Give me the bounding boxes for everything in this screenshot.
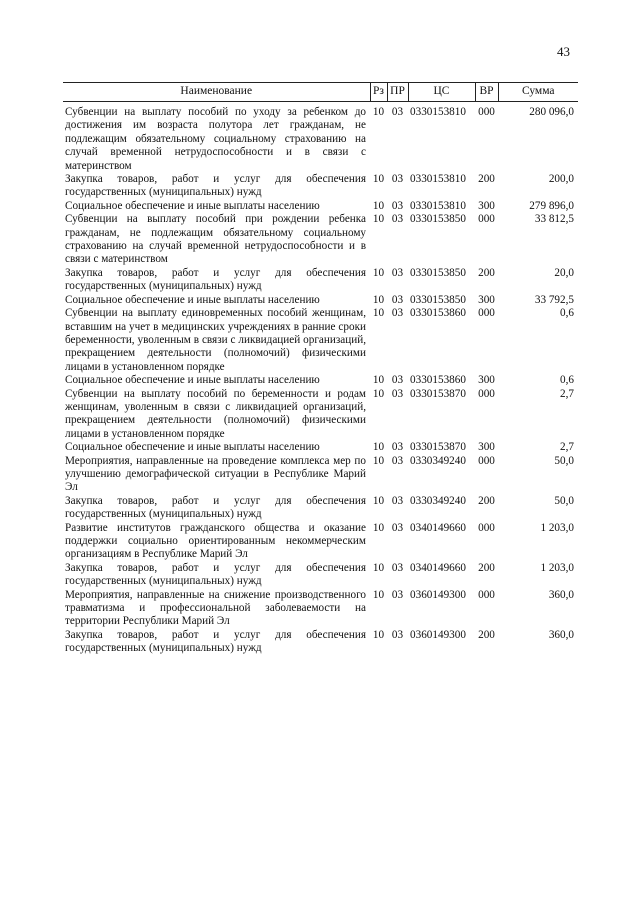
row-vr: 200 [478,628,495,641]
table-row [63,374,578,387]
row-rz: 10 [372,588,385,601]
row-sum: 280 096,0 [529,106,574,118]
table-row [63,495,578,522]
row-sum: 360,0 [548,628,574,641]
row-vr: 300 [478,293,495,306]
row-vr: 000 [478,454,495,467]
row-pr: 03 [391,387,404,400]
row-name: Социальное обеспечение и иные выплаты населению [65,293,320,306]
row-rz: 10 [372,454,385,467]
row-name: Субвенции на выплату пособий по беременности и родам женщинам, уволенным в связи с ликвидацией организаций, прекращением деятельности (полномочий) физическими лицами в установленном порядке [65,387,366,440]
table-row [63,388,578,442]
header-name: Наименование [63,83,370,102]
table-row [63,589,578,629]
row-cs: 0330153850 [410,293,466,306]
row-vr: 200 [478,173,495,186]
row-name: Развитие институтов гражданского общества и оказание поддержки социально ориентированным некоммерческим организациям в Республике Марий Эл [65,521,366,561]
row-pr: 03 [391,588,404,601]
row-name: Субвенции на выплату пособий при рождении ребенка гражданам, не подлежащим обязательному социальному страхованию на случай временной нетрудоспособности и в связи с материнством [65,213,366,266]
row-vr: 300 [478,199,495,212]
row-pr: 03 [391,374,404,387]
table-row [63,562,578,589]
table-row [63,629,578,656]
row-cs: 0340149660 [410,521,466,534]
row-name: Закупка товаров, работ и услуг для обеспечения государственных (муниципальных) нужд [65,561,366,588]
row-pr: 03 [391,307,404,320]
header-sum: Сумма [498,83,578,102]
row-pr: 03 [391,521,404,534]
row-name: Мероприятия, направленные на снижение производственного травматизма и профессиональной заболеваемости на территории Республики Марий Эл [65,588,366,628]
row-sum: 33 792,5 [534,293,574,306]
row-pr: 03 [391,628,404,641]
table-row [63,213,578,267]
row-sum: 0,6 [560,307,574,320]
row-vr: 000 [478,521,495,534]
row-pr: 03 [391,213,404,226]
row-vr: 000 [478,213,495,226]
row-sum: 1 203,0 [540,521,574,534]
header-vr: ВР [475,83,498,102]
row-name: Социальное обеспечение и иные выплаты населению [65,441,320,454]
row-sum: 33 812,5 [534,213,574,226]
row-name: Закупка товаров, работ и услуг для обеспечения государственных (муниципальных) нужд [65,266,366,293]
table-row [63,173,578,200]
row-name: Субвенции на выплату единовременных пособий женщинам, вставшим на учет в медицинских учреждениях в ранние сроки беременности, уволенным в связи с ликвидацией организаций, прекращением деятельности (полномочий) физическими лицами в установленном порядке [65,307,366,373]
row-cs: 0360149300 [410,588,466,601]
table-row [63,294,578,307]
row-cs: 0330349240 [410,454,466,467]
row-rz: 10 [372,293,385,306]
row-sum: 2,7 [560,387,574,400]
row-pr: 03 [391,441,404,454]
row-rz: 10 [372,521,385,534]
table-row [63,200,578,213]
table-row [63,307,578,374]
row-pr: 03 [391,561,404,574]
row-vr: 000 [478,588,495,601]
row-pr: 03 [391,293,404,306]
row-vr: 300 [478,441,495,454]
row-pr: 03 [391,454,404,467]
row-sum: 200,0 [548,173,574,186]
header-pr: ПР [387,83,408,102]
table-row [63,102,578,174]
row-vr: 200 [478,561,495,574]
row-cs: 0330153870 [410,387,466,400]
row-pr: 03 [391,173,404,186]
row-cs: 0330349240 [410,494,466,507]
table-row [63,455,578,495]
row-vr: 300 [478,374,495,387]
row-vr: 000 [478,106,495,118]
row-sum: 50,0 [554,454,574,467]
row-pr: 03 [391,494,404,507]
row-cs: 0330153860 [410,307,466,320]
row-rz: 10 [372,494,385,507]
row-name: Мероприятия, направленные на проведение комплекса мер по улучшению демографической ситуации в Республике Марий Эл [65,454,366,494]
row-sum: 360,0 [548,588,574,601]
row-vr: 200 [478,266,495,279]
row-sum: 1 203,0 [540,561,574,574]
row-cs: 0330153870 [410,441,466,454]
row-sum: 2,7 [560,441,574,454]
row-cs: 0330153850 [410,213,466,226]
row-cs: 0330153810 [410,173,466,186]
row-sum: 279 896,0 [529,199,574,212]
row-vr: 000 [478,387,495,400]
row-cs: 0340149660 [410,561,466,574]
header-rz: Рз [370,83,387,102]
row-cs: 0330153810 [410,199,466,212]
row-rz: 10 [372,173,385,186]
row-cs: 0330153850 [410,266,466,279]
row-name: Закупка товаров, работ и услуг для обеспечения государственных (муниципальных) нужд [65,494,366,521]
row-rz: 10 [372,374,385,387]
row-rz: 10 [372,213,385,226]
row-sum: 20,0 [554,266,574,279]
row-name: Субвенции на выплату пособий по уходу за ребенком до достижения им возраста полутора лет гражданам, не подлежащим обязательному социальному страхованию на случай временной нетрудоспособности и в связи с материнством [65,106,366,172]
row-rz: 10 [372,199,385,212]
row-vr: 000 [478,307,495,320]
row-name: Социальное обеспечение и иные выплаты населению [65,374,320,387]
row-rz: 10 [372,387,385,400]
row-rz: 10 [372,106,385,118]
row-pr: 03 [391,106,404,118]
row-pr: 03 [391,266,404,279]
row-rz: 10 [372,307,385,320]
row-pr: 03 [391,199,404,212]
row-cs: 0330153810 [410,106,466,118]
row-rz: 10 [372,561,385,574]
row-cs: 0360149300 [410,628,466,641]
table-row [63,441,578,454]
row-vr: 200 [478,494,495,507]
row-rz: 10 [372,441,385,454]
row-rz: 10 [372,628,385,641]
row-cs: 0330153860 [410,374,466,387]
row-name: Социальное обеспечение и иные выплаты населению [65,199,320,212]
row-sum: 0,6 [560,374,574,387]
row-sum: 50,0 [554,494,574,507]
row-rz: 10 [372,266,385,279]
page-number: 43 [557,44,570,59]
row-name: Закупка товаров, работ и услуг для обеспечения государственных (муниципальных) нужд [65,173,366,199]
table-row [63,522,578,562]
table-header-row [63,83,578,102]
header-cs: ЦС [408,83,475,102]
row-name: Закупка товаров, работ и услуг для обеспечения государственных (муниципальных) нужд [65,628,366,655]
budget-table [63,82,578,656]
table-row [63,267,578,294]
